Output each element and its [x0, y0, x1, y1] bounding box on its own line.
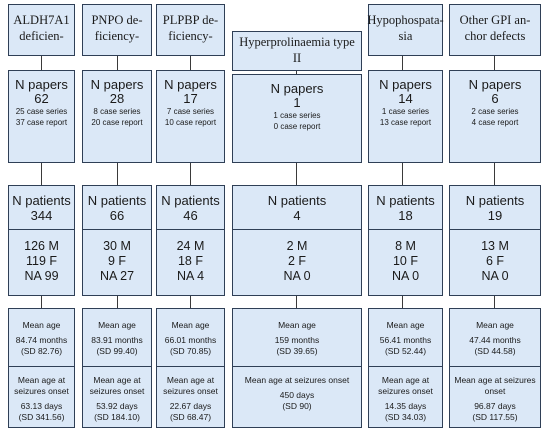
- case-series: 25 case series: [15, 107, 68, 116]
- mean-age-sd: (SD 44.58): [474, 346, 516, 356]
- onset-sd: (SD 184.10): [94, 412, 140, 422]
- mean-age-value: 56.41 months: [379, 335, 432, 345]
- mean-age-label: Mean age: [278, 320, 316, 330]
- connector-line: [494, 56, 495, 70]
- patients-box: [368, 185, 443, 296]
- mean-age-sd: (SD 52.44): [384, 346, 427, 356]
- onset-value: 14.35 days: [384, 401, 427, 411]
- mean-age-label: Mean age: [476, 320, 514, 330]
- case-report: 37 case report: [15, 118, 68, 127]
- connector-line: [296, 163, 297, 185]
- female-count: 119 F: [25, 254, 58, 268]
- connector-line: [190, 163, 191, 185]
- na-count: NA 99: [24, 269, 59, 283]
- papers-box: [232, 74, 362, 163]
- connector-line: [117, 296, 118, 308]
- mean-age-label: Mean age: [171, 320, 210, 330]
- female-count: 2 F: [287, 254, 307, 268]
- patients-box: [156, 185, 225, 296]
- male-count: 13 M: [481, 239, 509, 253]
- mean-age-value: 159 months: [274, 335, 320, 345]
- case-series: 7 case series: [166, 107, 215, 116]
- case-report: 0 case report: [273, 122, 321, 131]
- connector-line: [41, 56, 42, 70]
- case-series: 2 case series: [471, 107, 519, 116]
- patients-count: 344: [30, 208, 53, 223]
- papers-box: [156, 70, 225, 163]
- papers-count: 1: [293, 95, 301, 110]
- papers-count: 6: [491, 91, 499, 106]
- na-count: NA 0: [283, 269, 311, 283]
- disease-title: Hypophospata- sia: [367, 13, 444, 43]
- connector-line: [402, 56, 403, 70]
- patients-label: N patients: [87, 193, 147, 208]
- mean-age-label: Mean age: [386, 320, 425, 330]
- connector-line: [402, 296, 403, 308]
- case-report: 10 case report: [164, 118, 217, 127]
- connector-line: [190, 56, 191, 70]
- papers-count: 14: [398, 91, 413, 106]
- patients-label: N patients: [376, 193, 435, 208]
- connector-line: [296, 296, 297, 308]
- case-report: 4 case report: [471, 118, 519, 127]
- patients-count: 19: [487, 208, 503, 223]
- connector-line: [41, 163, 42, 185]
- patients-box: [232, 185, 362, 296]
- papers-box: [368, 70, 443, 163]
- connector-line: [402, 163, 403, 185]
- disease-title: PNPO de- ficiency-: [91, 13, 143, 43]
- mean-age-sd: (SD 70.85): [169, 346, 212, 356]
- male-count: 24 M: [176, 239, 205, 253]
- connector-line: [41, 296, 42, 308]
- na-count: NA 0: [391, 269, 420, 283]
- ages-box: [8, 308, 75, 428]
- disease-header: [232, 31, 362, 71]
- patients-box: [82, 185, 152, 296]
- onset-label: Mean age at seizures onset: [244, 375, 350, 385]
- onset-sd: (SD 117.55): [472, 412, 518, 422]
- mean-age-sd: (SD 82.76): [20, 346, 63, 356]
- onset-value: 22.67 days: [169, 401, 212, 411]
- papers-label: N papers: [164, 77, 217, 92]
- connector-line: [494, 163, 495, 185]
- onset-label: Mean age at seizures onset: [454, 375, 536, 396]
- case-series: 8 case series: [93, 107, 141, 116]
- papers-box: [82, 70, 152, 163]
- mean-age-value: 47.44 months: [469, 335, 521, 345]
- ages-box: [156, 308, 225, 428]
- onset-sd: (SD 90): [282, 401, 312, 411]
- onset-label: Mean age at seizures onset: [163, 375, 218, 396]
- patients-box: [8, 185, 75, 296]
- disease-title: ALDH7A1 deficien-: [13, 13, 70, 43]
- patients-label: N patients: [12, 193, 71, 208]
- papers-label: N papers: [270, 81, 324, 96]
- case-report: 20 case report: [91, 118, 143, 127]
- mean-age-value: 83.91 months: [91, 335, 143, 345]
- papers-label: N papers: [90, 77, 144, 92]
- onset-label: Mean age at seizures onset: [378, 375, 433, 396]
- papers-box: [8, 70, 75, 163]
- papers-count: 62: [34, 91, 49, 106]
- onset-label: Mean age at seizures onset: [89, 375, 145, 396]
- onset-sd: (SD 341.56): [18, 412, 65, 422]
- patients-count: 66: [109, 208, 125, 223]
- female-count: 9 F: [107, 254, 127, 268]
- male-count: 2 M: [286, 239, 308, 253]
- female-count: 6 F: [485, 254, 505, 268]
- patients-box: [449, 185, 541, 296]
- onset-value: 63.13 days: [20, 401, 63, 411]
- ages-box: [449, 308, 541, 428]
- male-count: 30 M: [103, 239, 131, 253]
- na-count: NA 27: [99, 269, 135, 283]
- connector-line: [117, 163, 118, 185]
- onset-label: Mean age at seizures onset: [14, 375, 69, 396]
- papers-box: [449, 70, 541, 163]
- patients-count: 4: [293, 208, 301, 223]
- patients-label: N patients: [465, 193, 525, 208]
- case-series: 1 case series: [381, 107, 430, 116]
- connector-line: [117, 56, 118, 70]
- ages-box: [232, 308, 362, 428]
- na-count: NA 0: [481, 269, 509, 283]
- disease-header: [156, 4, 225, 56]
- disease-title: Other GPI an- chor defects: [459, 13, 531, 43]
- male-count: 126 M: [24, 239, 59, 253]
- female-count: 10 F: [392, 254, 418, 268]
- disease-header: [449, 4, 541, 56]
- disease-title: PLPBP de- ficiency-: [162, 13, 219, 43]
- onset-value: 450 days: [279, 390, 315, 400]
- onset-sd: (SD 34.03): [384, 412, 427, 422]
- mean-age-sd: (SD 99.40): [96, 346, 138, 356]
- onset-value: 96.87 days: [474, 401, 516, 411]
- mean-age-value: 84.74 months: [15, 335, 68, 345]
- patients-label: N patients: [267, 193, 327, 208]
- disease-title: Hyperprolinaemia type II: [239, 35, 355, 65]
- mean-age-sd: (SD 39.65): [276, 346, 318, 356]
- papers-label: N papers: [15, 77, 68, 92]
- patients-label: N patients: [161, 193, 220, 208]
- disease-header: [368, 4, 443, 56]
- disease-header: [8, 4, 75, 56]
- papers-label: N papers: [379, 77, 432, 92]
- female-count: 18 F: [177, 254, 203, 268]
- onset-value: 53.92 days: [96, 401, 138, 411]
- male-count: 8 M: [395, 239, 416, 253]
- case-report: 13 case report: [379, 118, 432, 127]
- connector-line: [494, 296, 495, 308]
- case-series: 1 case series: [273, 111, 321, 120]
- mean-age-label: Mean age: [22, 320, 61, 330]
- patients-count: 18: [398, 208, 413, 223]
- ages-box: [82, 308, 152, 428]
- disease-header: [82, 4, 152, 56]
- papers-count: 28: [109, 91, 125, 106]
- mean-age-value: 66.01 months: [164, 335, 217, 345]
- onset-sd: (SD 68.47): [169, 412, 212, 422]
- na-count: NA 4: [176, 269, 205, 283]
- ages-box: [368, 308, 443, 428]
- connector-line: [190, 296, 191, 308]
- patients-count: 46: [183, 208, 198, 223]
- mean-age-label: Mean age: [98, 320, 136, 330]
- papers-label: N papers: [468, 77, 522, 92]
- papers-count: 17: [183, 91, 198, 106]
